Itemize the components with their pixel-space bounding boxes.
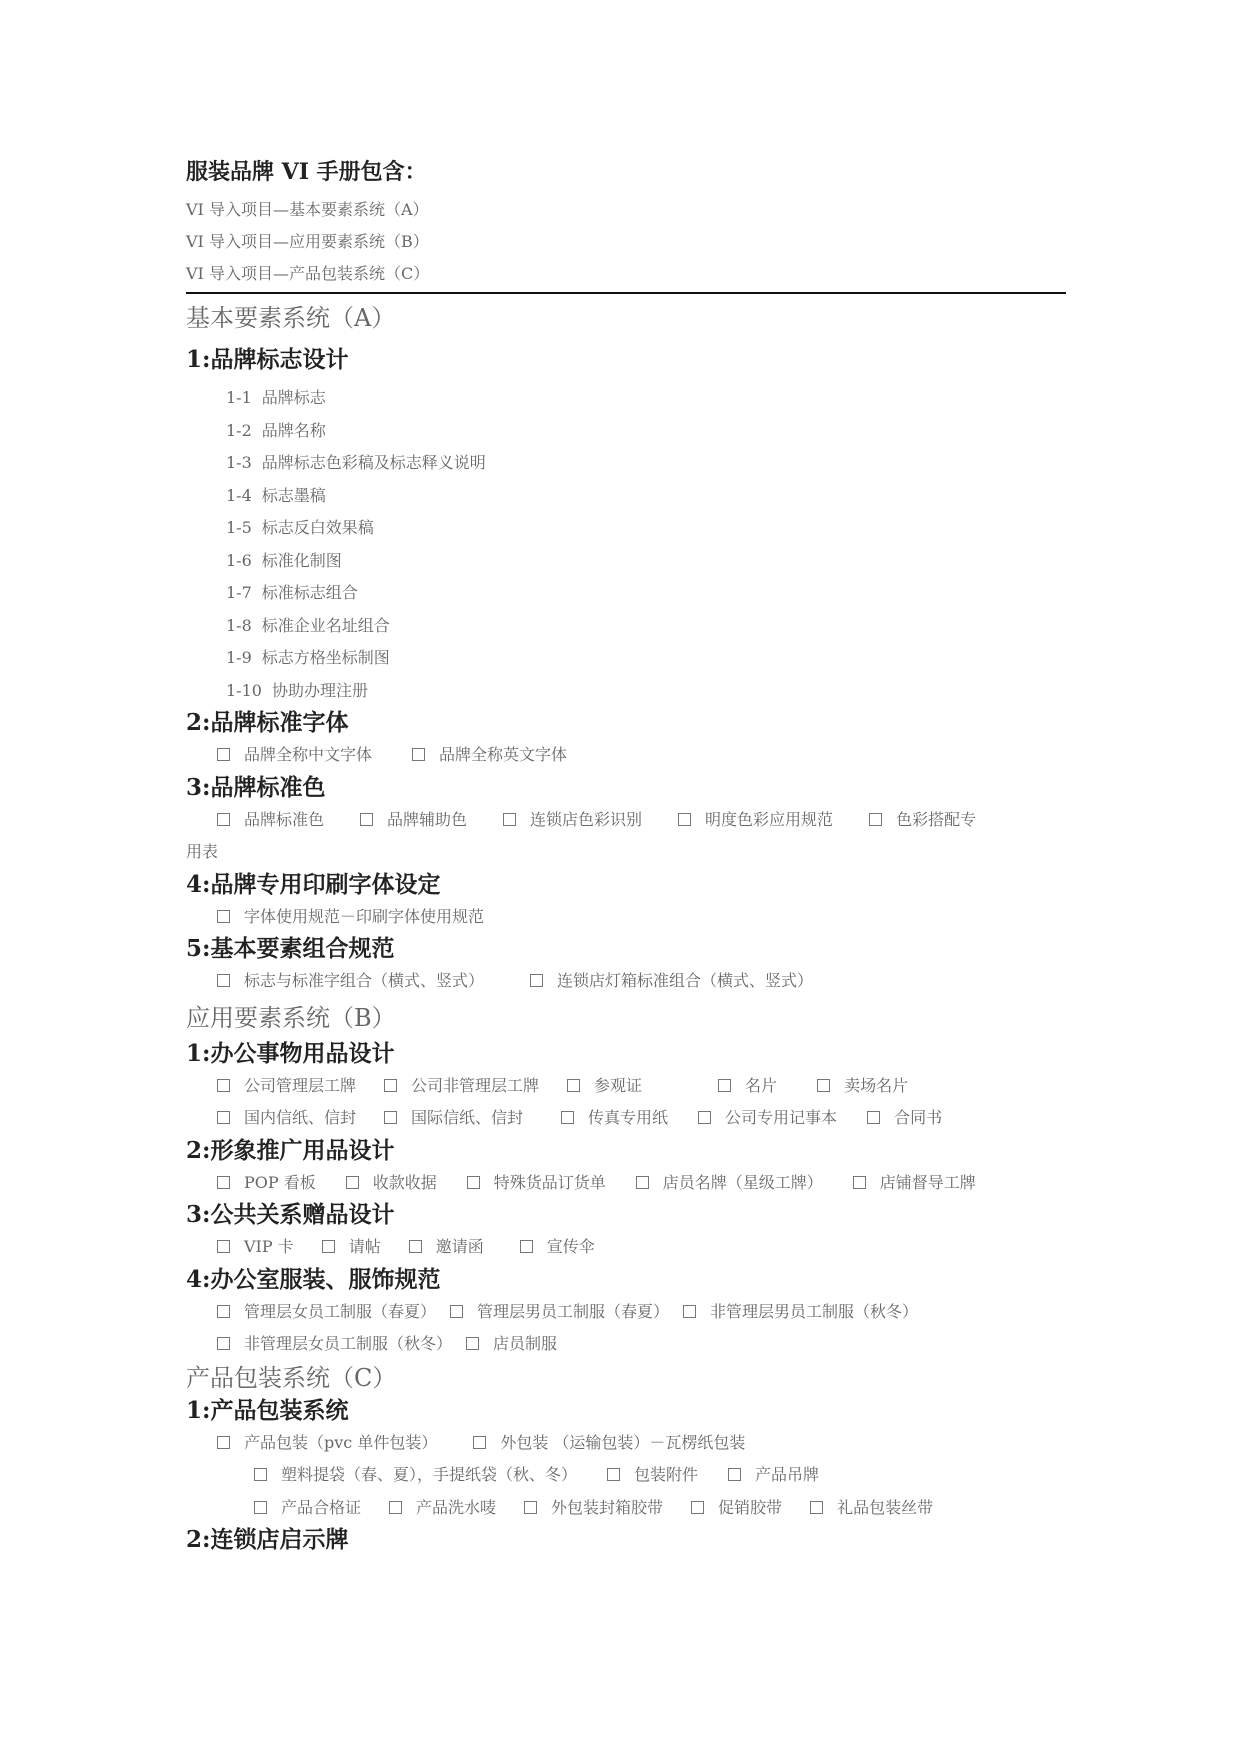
checkbox-item[interactable]: 参观证	[567, 1070, 642, 1103]
checkbox-icon[interactable]	[467, 1176, 480, 1189]
checkbox-icon[interactable]	[691, 1501, 704, 1514]
checkbox-item[interactable]: 公司管理层工牌	[217, 1070, 356, 1103]
system-a-title: 基本要素系统（A）	[186, 304, 396, 332]
checkbox-icon[interactable]	[530, 974, 543, 987]
checkbox-row	[186, 1328, 1066, 1361]
checkbox-item[interactable]: 请帖	[322, 1231, 381, 1264]
checkbox-item[interactable]: 公司专用记事本	[698, 1102, 837, 1135]
checkbox-item[interactable]: 特殊货品订货单	[467, 1167, 606, 1200]
wrapped-text: 用表	[186, 842, 219, 861]
checkbox-item[interactable]: 非管理层女员工制服（秋冬）	[217, 1328, 452, 1361]
checkbox-item[interactable]: 外包装 （运输包装）－瓦楞纸包装	[473, 1427, 745, 1460]
checkbox-icon[interactable]	[466, 1337, 479, 1350]
section-title: 1:品牌标志设计	[186, 346, 349, 373]
checkbox-item[interactable]: 传真专用纸	[561, 1102, 668, 1135]
checkbox-row	[186, 1296, 1066, 1329]
checkbox-icon[interactable]	[718, 1079, 731, 1092]
checkbox-icon[interactable]	[683, 1305, 696, 1318]
checkbox-item[interactable]: 字体使用规范－印刷字体使用规范	[217, 901, 484, 934]
checkbox-item[interactable]: 产品包装（pvc 单件包装）	[217, 1427, 437, 1460]
checkbox-icon[interactable]	[817, 1079, 830, 1092]
checkbox-item[interactable]: 外包装封箱胶带	[524, 1492, 663, 1525]
intro-line: VI 导入项目—产品包装系统（C）	[186, 264, 430, 283]
checkbox-icon[interactable]	[869, 813, 882, 826]
section-title: 4:品牌专用印刷字体设定	[186, 870, 441, 898]
checkbox-item[interactable]: 名片	[718, 1070, 777, 1103]
checkbox-item[interactable]: 国内信纸、信封	[217, 1102, 356, 1135]
checkbox-icon[interactable]	[217, 1176, 230, 1189]
document-content	[186, 156, 1066, 1556]
checkbox-row	[186, 1459, 1066, 1492]
checkbox-item[interactable]: 品牌标准色	[217, 804, 324, 837]
section-divider	[186, 292, 1066, 294]
checkbox-icon[interactable]	[384, 1111, 397, 1124]
list-item: 1-1 品牌标志	[226, 388, 326, 407]
checkbox-icon[interactable]	[217, 748, 230, 761]
section-title: 1:办公事物用品设计	[186, 1039, 395, 1067]
checkbox-icon[interactable]	[217, 1079, 230, 1092]
checkbox-row	[186, 965, 1066, 998]
checkbox-row	[186, 1102, 1066, 1135]
checkbox-icon[interactable]	[636, 1176, 649, 1189]
checkbox-item[interactable]: 色彩搭配专	[869, 804, 976, 837]
checkbox-row	[186, 1427, 1066, 1460]
checkbox-item[interactable]: 宣传伞	[520, 1231, 595, 1264]
checkbox-item[interactable]: 产品吊牌	[728, 1459, 819, 1492]
checkbox-row	[186, 1231, 1066, 1264]
section-title: 3:公共关系赠品设计	[186, 1201, 395, 1228]
checkbox-item[interactable]: 产品洗水唛	[389, 1492, 496, 1525]
list-item: 1-4 标志墨稿	[226, 485, 326, 505]
logo-design-list	[226, 382, 1066, 707]
checkbox-icon[interactable]	[217, 1337, 230, 1350]
checkbox-icon[interactable]	[217, 1240, 230, 1253]
checkbox-icon[interactable]	[217, 1305, 230, 1318]
checkbox-icon[interactable]	[450, 1305, 463, 1318]
checkbox-item[interactable]: 店员制服	[466, 1328, 557, 1361]
checkbox-item[interactable]: 管理层女员工制服（春夏）	[217, 1296, 436, 1329]
checkbox-item[interactable]: 品牌全称中文字体	[217, 739, 372, 772]
intro-line: VI 导入项目—应用要素系统（B）	[186, 232, 429, 251]
section-title: 5:基本要素组合规范	[186, 935, 395, 962]
checkbox-icon[interactable]	[698, 1111, 711, 1124]
checkbox-icon[interactable]	[561, 1111, 574, 1124]
checkbox-row	[186, 901, 1066, 934]
checkbox-item[interactable]: 邀请函	[409, 1231, 484, 1264]
intro-line: VI 导入项目—基本要素系统（A）	[186, 200, 429, 219]
checkbox-item[interactable]: 合同书	[867, 1102, 942, 1135]
list-item: 1-9 标志方格坐标制图	[226, 648, 390, 667]
checkbox-row	[186, 1167, 1066, 1200]
checkbox-item[interactable]: 礼品包装丝带	[810, 1492, 933, 1525]
checkbox-item[interactable]: 产品合格证	[254, 1492, 361, 1525]
list-item: 1-3 品牌标志色彩稿及标志释义说明	[226, 453, 486, 472]
checkbox-icon[interactable]	[503, 813, 516, 826]
list-item: 1-6 标准化制图	[226, 550, 342, 570]
checkbox-item[interactable]: 店员名牌（星级工牌）	[636, 1167, 823, 1200]
checkbox-item[interactable]: 明度色彩应用规范	[678, 804, 833, 837]
list-item: 1-8 标准企业名址组合	[226, 615, 390, 635]
checkbox-icon[interactable]	[524, 1501, 537, 1514]
document-title: 服装品牌 VI 手册包含：	[186, 159, 427, 185]
checkbox-item[interactable]: 品牌全称英文字体	[412, 739, 567, 772]
checkbox-item[interactable]: 连锁店色彩识别	[503, 804, 642, 837]
section-title: 2:形象推广用品设计	[186, 1136, 395, 1164]
checkbox-item[interactable]: 店铺督导工牌	[853, 1167, 976, 1200]
checkbox-icon[interactable]	[217, 1111, 230, 1124]
checkbox-icon[interactable]	[728, 1468, 741, 1481]
checkbox-icon[interactable]	[867, 1111, 880, 1124]
checkbox-icon[interactable]	[217, 1436, 230, 1449]
checkbox-icon[interactable]	[409, 1240, 422, 1253]
checkbox-icon[interactable]	[853, 1176, 866, 1189]
checkbox-icon[interactable]	[217, 974, 230, 987]
checkbox-item[interactable]: 管理层男员工制服（春夏）	[450, 1296, 669, 1329]
checkbox-item[interactable]: 包装附件	[607, 1459, 698, 1492]
section-title: 4:办公室服装、服饰规范	[186, 1265, 441, 1293]
checkbox-icon[interactable]	[473, 1436, 486, 1449]
checkbox-icon[interactable]	[346, 1176, 359, 1189]
checkbox-row	[186, 804, 1066, 837]
checkbox-item[interactable]: 非管理层男员工制服（秋冬）	[683, 1296, 918, 1329]
checkbox-icon[interactable]	[322, 1240, 335, 1253]
checkbox-item[interactable]: 塑料提袋（春、夏），手提纸袋（秋、冬）	[254, 1459, 577, 1492]
checkbox-item[interactable]: 促销胶带	[691, 1492, 782, 1525]
checkbox-item[interactable]: 公司非管理层工牌	[384, 1070, 539, 1103]
checkbox-item[interactable]: 连锁店灯箱标准组合（横式、竖式）	[530, 965, 813, 998]
system-b-title: 应用要素系统（B）	[186, 1003, 396, 1032]
section-title: 3:品牌标准色	[186, 773, 326, 801]
checkbox-icon[interactable]	[254, 1501, 267, 1514]
checkbox-icon[interactable]	[678, 813, 691, 826]
list-item: 1-10 协助办理注册	[226, 680, 368, 700]
checkbox-item[interactable]: 品牌辅助色	[360, 804, 467, 837]
checkbox-icon[interactable]	[217, 910, 230, 923]
checkbox-row	[186, 1492, 1066, 1525]
checkbox-item[interactable]: POP 看板	[217, 1167, 316, 1200]
checkbox-row	[186, 739, 1066, 772]
checkbox-row	[186, 1070, 1066, 1103]
checkbox-item[interactable]: VIP 卡	[217, 1231, 294, 1264]
checkbox-icon[interactable]	[607, 1468, 620, 1481]
checkbox-icon[interactable]	[254, 1468, 267, 1481]
list-item: 1-7 标准标志组合	[226, 583, 358, 602]
checkbox-item[interactable]: 标志与标准字组合（横式、竖式）	[217, 965, 484, 998]
checkbox-item[interactable]: 国际信纸、信封	[384, 1102, 523, 1135]
list-item: 1-5 标志反白效果稿	[226, 518, 374, 537]
section-title: 2:品牌标准字体	[186, 709, 349, 736]
section-title: 1:产品包装系统	[186, 1396, 349, 1424]
list-item: 1-2 品牌名称	[226, 420, 326, 440]
checkbox-icon[interactable]	[360, 813, 373, 826]
section-title: 2:连锁店启示牌	[186, 1526, 349, 1553]
checkbox-icon[interactable]	[217, 813, 230, 826]
checkbox-icon[interactable]	[412, 748, 425, 761]
checkbox-icon[interactable]	[810, 1501, 823, 1514]
checkbox-icon[interactable]	[384, 1079, 397, 1092]
checkbox-icon[interactable]	[567, 1079, 580, 1092]
checkbox-icon[interactable]	[520, 1240, 533, 1253]
checkbox-item[interactable]: 收款收据	[346, 1167, 437, 1200]
checkbox-item[interactable]: 卖场名片	[817, 1070, 908, 1103]
checkbox-icon[interactable]	[389, 1501, 402, 1514]
system-c-title: 产品包装系统（C）	[186, 1363, 397, 1392]
